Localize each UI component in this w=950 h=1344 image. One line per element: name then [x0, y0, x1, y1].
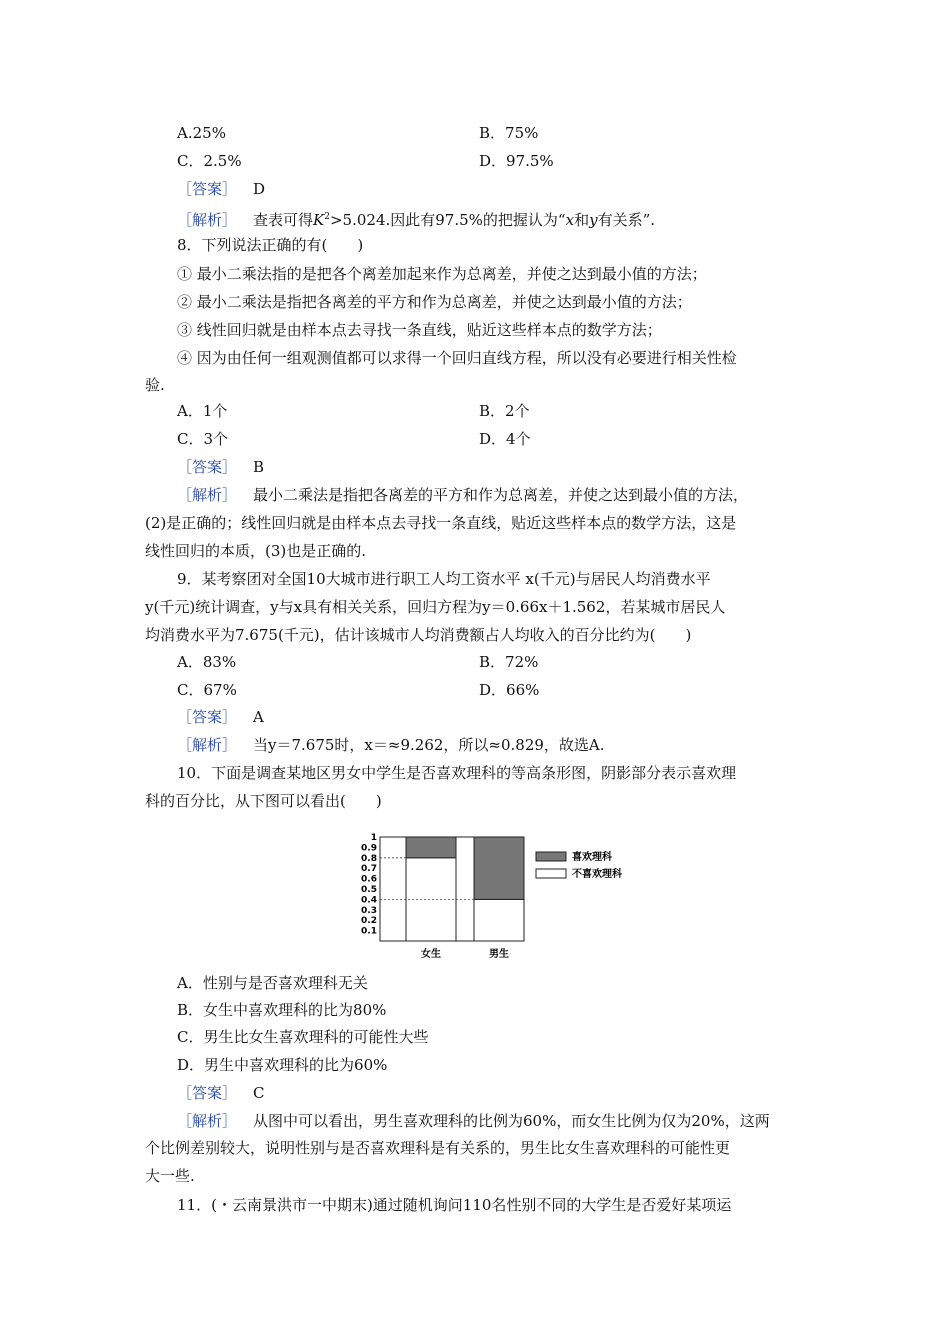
legend-label: 不喜欢理科: [572, 869, 622, 880]
x-tick-label: 男生: [489, 949, 509, 960]
q11-stem-1: 11．(・云南景洪市一中期末)通过随机询问110名性别不同的大学生是否爱好某项运: [177, 1196, 732, 1214]
q8-option-a: A．1个: [177, 402, 228, 420]
analysis-tag: ［解析］: [177, 736, 238, 754]
analysis-x: x: [565, 211, 575, 229]
q8-answer: [177, 457, 264, 477]
x-axis-labels: [421, 947, 509, 960]
legend-label: 喜欢理科: [572, 852, 612, 863]
bar-dislike-1: [474, 899, 524, 941]
answer-tag: ［答案］: [177, 708, 238, 726]
y-tick-label: 1: [370, 833, 377, 843]
analysis-text-d: 有关系”.: [597, 211, 655, 229]
analysis-text: 最小二乘法是指把各离差的平方和作为总离差，并使之达到最小值的方法，: [253, 486, 749, 504]
q8-option-d: D．4个: [479, 430, 531, 448]
q8-stem: 8．下列说法正确的有( ): [177, 236, 364, 254]
analysis-sup: 2: [324, 212, 330, 222]
answer-value: D: [253, 180, 266, 198]
q10-option-b: B．女生中喜欢理科的比为80%: [177, 1001, 387, 1019]
q9-stem-3: 均消费水平为7.675(千元)，估计该城市人均消费额占人均收入的百分比约为( ): [145, 626, 692, 644]
y-tick-label: 0.4: [361, 895, 377, 906]
analysis-tag: ［解析］: [177, 1112, 238, 1130]
answer-value: A: [253, 708, 264, 726]
q7-answer: [177, 179, 265, 199]
q8-option-c: C．3个: [177, 430, 229, 448]
y-tick-label: 0.6: [361, 874, 377, 885]
q8-statement-3: ③ 线性回归就是由样本点去寻找一条直线，贴近这些样本点的数学方法；: [177, 321, 662, 339]
y-tick-label: 0.5: [361, 885, 377, 895]
q9-option-d: D．66%: [479, 681, 540, 699]
stacked-bar-chart: [356, 826, 646, 966]
answer-value: C: [253, 1084, 265, 1102]
analysis-y: y: [589, 211, 598, 229]
q9-option-b: B．72%: [479, 653, 539, 671]
q10-analysis: [177, 1111, 770, 1131]
analysis-text: 查表可得: [253, 211, 314, 229]
analysis-text-b: >5.024.因此有97.5%的把握认为“: [329, 211, 566, 229]
q7-option-a: A.25%: [177, 124, 226, 142]
q10-option-a: A．性别与是否喜欢理科无关: [177, 974, 368, 992]
q7-option-b: B．75%: [479, 124, 539, 142]
legend: [536, 850, 623, 880]
y-tick-label: 0.1: [361, 926, 377, 937]
q7-analysis: [177, 207, 655, 230]
bar-like-1: [474, 837, 524, 899]
q10-stem-2: 科的百分比，从下图可以看出( ): [145, 792, 382, 810]
analysis-k: K: [313, 211, 325, 229]
q9-option-a: A．83%: [177, 653, 237, 671]
y-tick-label: 0.9: [361, 843, 377, 854]
q8-analysis-line-3: 线性回归的本质，(3)也是正确的.: [145, 542, 367, 560]
analysis-text-c: 和: [574, 211, 590, 229]
q10-stem-1: 10．下面是调查某地区男女中学生是否喜欢理科的等高条形图，阴影部分表示喜欢理: [177, 764, 737, 782]
y-tick-label: 0.2: [361, 916, 377, 927]
answer-tag: ［答案］: [177, 180, 238, 198]
q8-analysis: [177, 485, 748, 505]
y-tick-label: 0.8: [361, 853, 377, 864]
q10-option-d: D．男生中喜欢理科的比为60%: [177, 1056, 388, 1074]
q8-statement-4-cont: 验.: [145, 376, 165, 394]
answer-tag: ［答案］: [177, 458, 238, 476]
q10-analysis-line-2: 个比例差别较大，说明性别与是否喜欢理科是有关系的，男生比女生喜欢理科的可能性更: [145, 1139, 731, 1157]
q8-analysis-line-2: (2)是正确的；线性回归就是由样本点去寻找一条直线，贴近这些样本点的数学方法，这是: [145, 514, 737, 532]
q9-option-c: C．67%: [177, 681, 237, 699]
legend-swatch: [536, 852, 566, 861]
q10-answer: [177, 1083, 265, 1103]
bar-like-0: [406, 837, 456, 858]
q8-statement-1: ① 最小二乘法指的是把各个离差加起来作为总离差，并使之达到最小值的方法；: [177, 265, 707, 283]
bars: [380, 837, 524, 941]
analysis-text: 当y＝7.675时，x＝≈9.262，所以≈0.829，故选A.: [253, 736, 605, 754]
separator-column: [456, 837, 474, 941]
analysis-tag: ［解析］: [177, 211, 238, 229]
answer-tag: ［答案］: [177, 1084, 238, 1102]
q10-analysis-line-3: 大一些.: [145, 1167, 195, 1185]
y-axis: [361, 833, 380, 941]
q9-analysis: [177, 735, 605, 755]
q9-stem-2: y(千元)统计调查，y与x具有相关关系，回归方程为y＝0.66x＋1.562，若某城市居民人: [145, 598, 726, 616]
q7-option-d: D．97.5%: [479, 152, 554, 170]
x-tick-label: 女生: [421, 949, 441, 960]
q7-option-c: C．2.5%: [177, 152, 242, 170]
legend-swatch: [536, 869, 566, 878]
answer-value: B: [253, 458, 265, 476]
q8-option-b: B．2个: [479, 402, 530, 420]
y-tick-label: 0.7: [361, 864, 377, 875]
q9-answer: [177, 707, 264, 727]
q8-statement-2: ② 最小二乘法是指把各离差的平方和作为总离差，并使之达到最小值的方法；: [177, 293, 692, 311]
q8-statement-4: ④ 因为由任何一组观测值都可以求得一个回归直线方程，所以没有必要进行相关性检: [177, 349, 737, 367]
analysis-text: 从图中可以看出，男生喜欢理科的比例为60%，而女生比例为仅为20%，这两: [253, 1112, 770, 1130]
y-tick-label: 0.3: [361, 905, 377, 916]
analysis-tag: ［解析］: [177, 486, 238, 504]
q10-option-c: C．男生比女生喜欢理科的可能性大些: [177, 1028, 429, 1046]
q9-stem-1: 9．某考察团对全国10大城市进行职工人均工资水平 x(千元)与居民人均消费水平: [177, 570, 711, 588]
